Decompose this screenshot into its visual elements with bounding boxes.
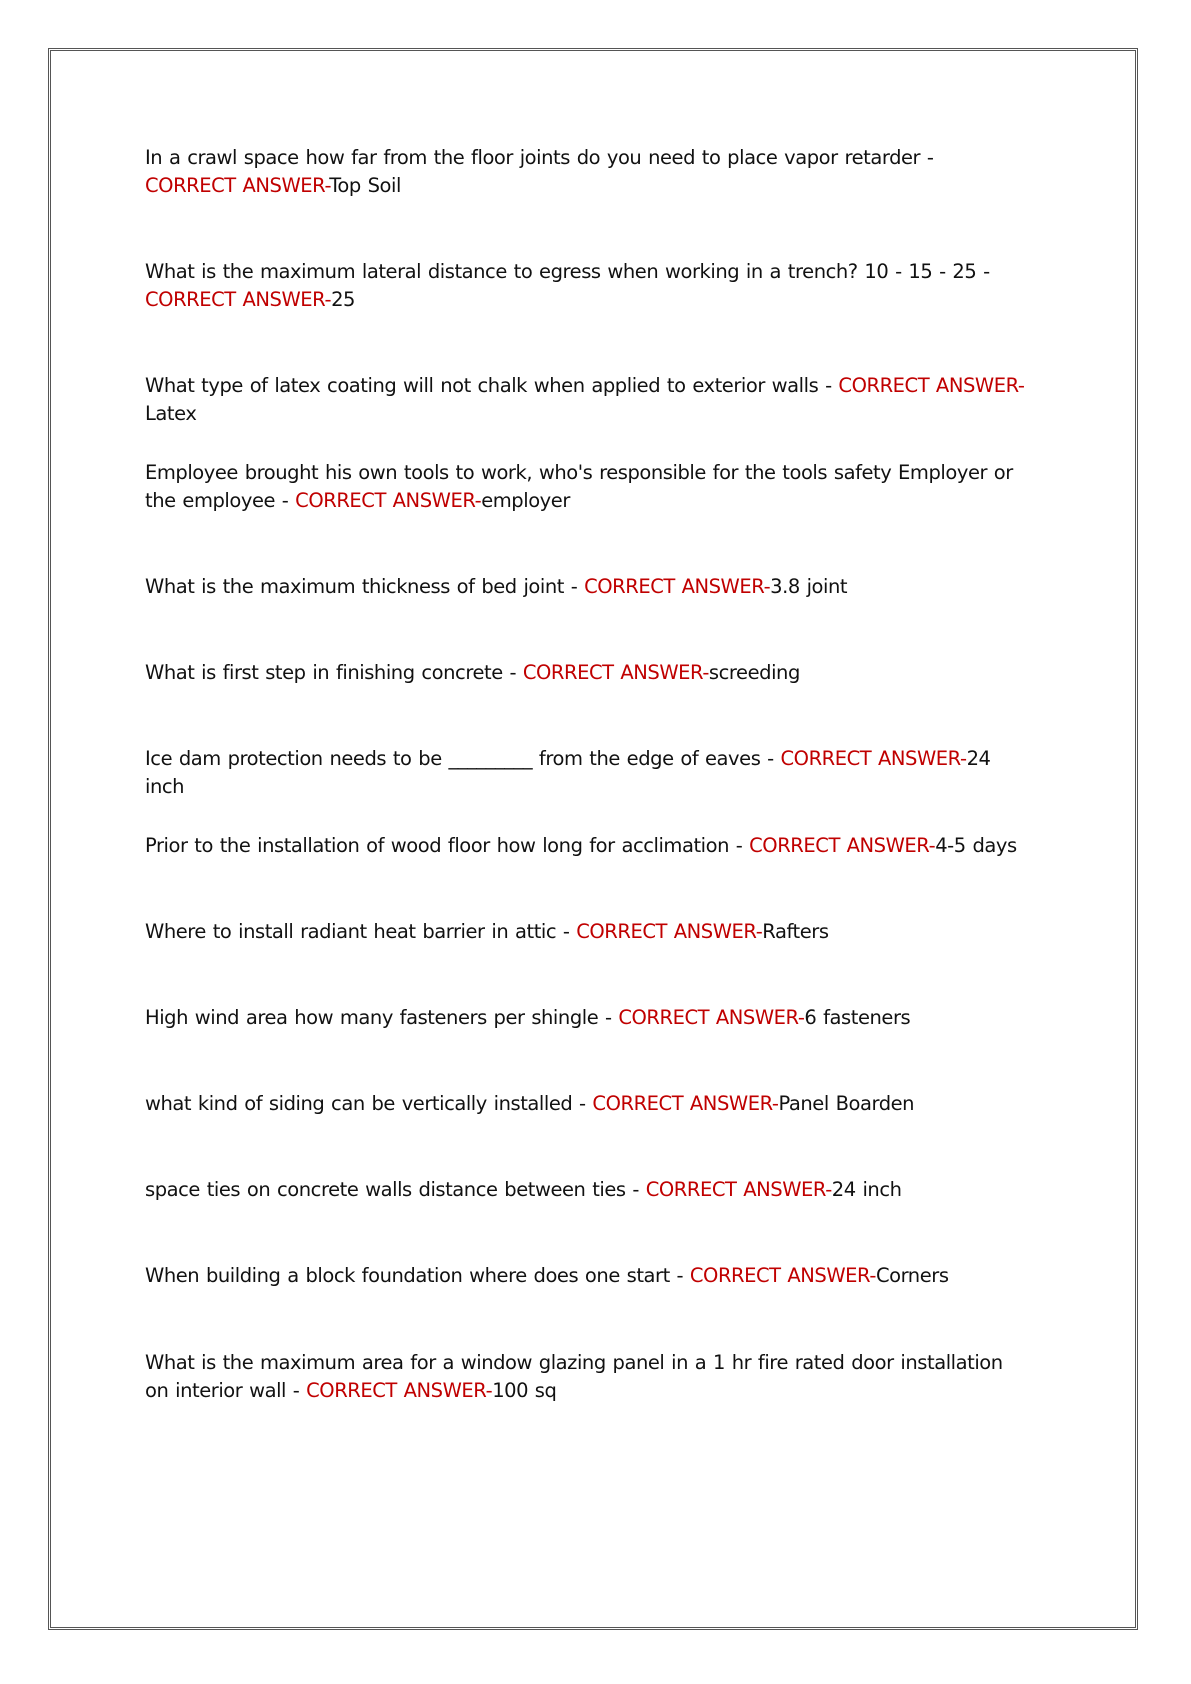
qa-item (145, 1349, 1025, 1405)
qa-item (145, 659, 1025, 687)
answer-text: 3.8 joint (770, 575, 848, 598)
question-text: What is first step in finishing concrete (145, 661, 503, 684)
question-text: Prior to the installation of wood floor how long for acclimation (145, 834, 730, 857)
question-text: What is the maximum thickness of bed joint (145, 575, 564, 598)
separator: - (572, 1092, 593, 1115)
qa-item (145, 258, 1025, 314)
answer-label: CORRECT ANSWER- (838, 374, 1025, 397)
qa-item (145, 459, 1025, 515)
qa-item (145, 144, 1025, 200)
answer-label: CORRECT ANSWER- (295, 489, 482, 512)
separator: - (286, 1379, 307, 1402)
separator: - (625, 1178, 646, 1201)
qa-item (145, 1262, 1025, 1290)
separator: - (598, 1006, 619, 1029)
separator: - (556, 920, 577, 943)
answer-text: 6 fasteners (804, 1006, 911, 1029)
qa-item (145, 832, 1025, 860)
qa-item (145, 745, 1025, 801)
answer-label: CORRECT ANSWER- (618, 1006, 805, 1029)
question-text: Ice dam protection needs to be _________ from the edge of eaves (145, 747, 761, 770)
answer-label: CORRECT ANSWER- (749, 834, 936, 857)
question-text: what kind of siding can be vertically installed (145, 1092, 573, 1115)
question-text: Where to install radiant heat barrier in attic (145, 920, 557, 943)
qa-item (145, 1090, 1025, 1118)
answer-label: CORRECT ANSWER- (522, 661, 709, 684)
answer-text: 100 sq (492, 1379, 557, 1402)
separator: - (976, 260, 990, 283)
answer-label: CORRECT ANSWER- (584, 575, 771, 598)
separator: - (729, 834, 750, 857)
qa-item (145, 573, 1025, 601)
question-text: Employee brought his own tools to work, who's responsible for the tools safety Employer or the employee (145, 461, 1013, 512)
answer-text: Panel Boarden (778, 1092, 915, 1115)
question-text: In a crawl space how far from the floor joints do you need to place vapor retarder (145, 146, 921, 169)
separator: - (502, 661, 523, 684)
answer-label: CORRECT ANSWER- (576, 920, 763, 943)
answer-label: CORRECT ANSWER- (645, 1178, 832, 1201)
qa-item (145, 372, 1025, 428)
answer-label: CORRECT ANSWER- (780, 747, 967, 770)
separator: - (564, 575, 585, 598)
separator: - (920, 146, 934, 169)
question-text: What is the maximum area for a window glazing panel in a 1 hr fire rated door installation on interior wall (145, 1351, 1003, 1402)
answer-text: Rafters (762, 920, 829, 943)
question-text: What is the maximum lateral distance to egress when working in a trench? 10 - 15 - 25 (145, 260, 977, 283)
question-text: space ties on concrete walls distance between ties (145, 1178, 626, 1201)
qa-item (145, 1176, 1025, 1204)
separator: - (818, 374, 839, 397)
qa-item (145, 918, 1025, 946)
answer-label: CORRECT ANSWER- (592, 1092, 779, 1115)
separator: - (760, 747, 781, 770)
answer-text: 4-5 days (935, 834, 1017, 857)
answer-text: employer (481, 489, 570, 512)
answer-label: CORRECT ANSWER- (145, 288, 332, 311)
question-text: High wind area how many fasteners per shingle (145, 1006, 599, 1029)
answer-text: Top Soil (329, 174, 401, 197)
question-text: What type of latex coating will not chalk when applied to exterior walls (145, 374, 819, 397)
answer-label: CORRECT ANSWER- (306, 1379, 493, 1402)
answer-label: CORRECT ANSWER- (689, 1264, 876, 1287)
separator: - (275, 489, 296, 512)
answer-text: Latex (145, 402, 197, 425)
answer-text: 24 inch (145, 747, 991, 798)
separator: - (669, 1264, 690, 1287)
qa-item (145, 1004, 1025, 1032)
answer-text: 25 (331, 288, 355, 311)
answer-text: screeding (708, 661, 800, 684)
answer-text: Corners (875, 1264, 949, 1287)
answer-text: 24 inch (831, 1178, 902, 1201)
question-text: When building a block foundation where does one start (145, 1264, 670, 1287)
answer-label: CORRECT ANSWER- (145, 174, 330, 197)
